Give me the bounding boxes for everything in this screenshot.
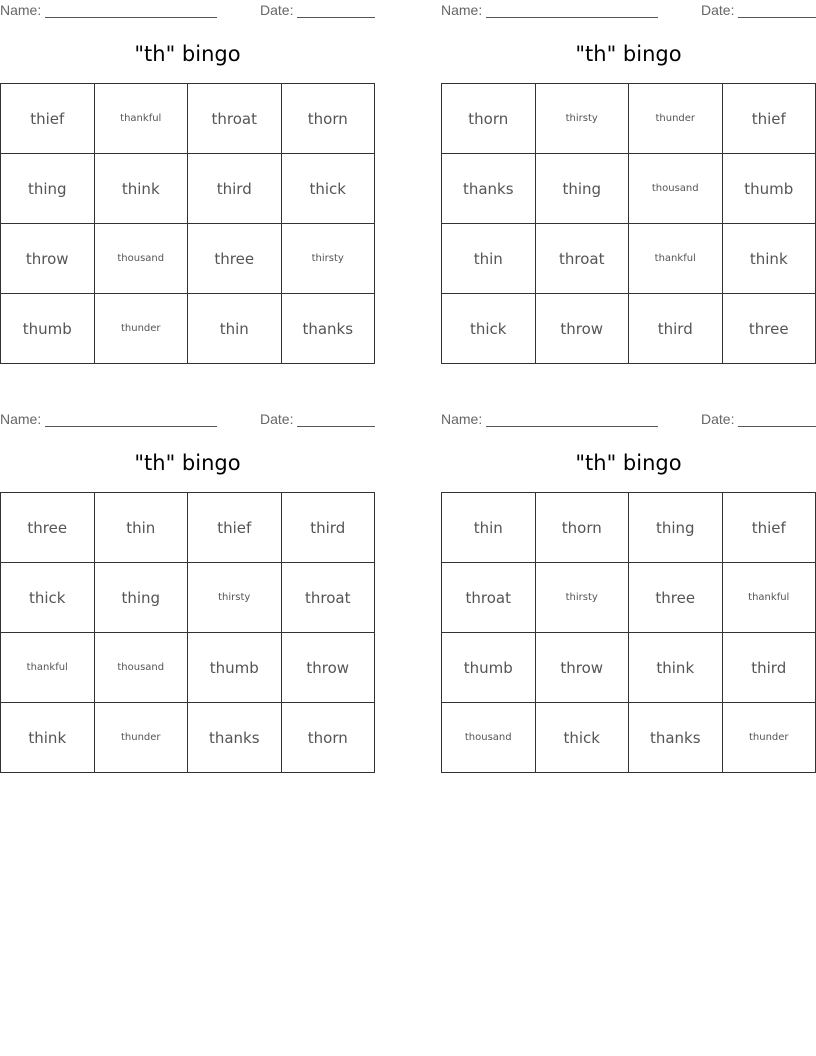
bingo-cell[interactable]: throw: [1, 224, 95, 294]
bingo-cell[interactable]: thanks: [281, 294, 375, 364]
bingo-row: [442, 84, 816, 154]
date-label: Date:: [260, 411, 294, 427]
name-label: Name:: [441, 411, 483, 427]
bingo-row: [442, 563, 816, 633]
bingo-cell[interactable]: third: [188, 154, 282, 224]
bingo-cell[interactable]: thief: [722, 84, 816, 154]
bingo-cell[interactable]: thanks: [629, 703, 723, 773]
bingo-cell[interactable]: thumb: [1, 294, 95, 364]
bingo-row: [442, 633, 816, 703]
bingo-row: [1, 84, 375, 154]
bingo-cell[interactable]: thin: [188, 294, 282, 364]
bingo-cell[interactable]: thief: [188, 493, 282, 563]
bingo-grid: [441, 492, 816, 773]
bingo-cell[interactable]: thumb: [722, 154, 816, 224]
bingo-cell[interactable]: thorn: [281, 84, 375, 154]
bingo-row: [1, 294, 375, 364]
date-field-line[interactable]: [738, 426, 816, 427]
name-date-header: [441, 2, 816, 20]
card-title: "th" bingo: [575, 42, 682, 66]
bingo-cell[interactable]: thick: [442, 294, 536, 364]
date-label: Date:: [701, 2, 735, 18]
date-field-line[interactable]: [297, 426, 375, 427]
date-label: Date:: [260, 2, 294, 18]
name-field-line[interactable]: [45, 426, 217, 427]
bingo-cell[interactable]: thanks: [442, 154, 536, 224]
bingo-cell[interactable]: throw: [535, 633, 629, 703]
bingo-cell[interactable]: third: [722, 633, 816, 703]
bingo-cell[interactable]: thunder: [722, 703, 816, 773]
name-field-line[interactable]: [486, 17, 658, 18]
bingo-cell[interactable]: three: [188, 224, 282, 294]
bingo-cell[interactable]: thick: [1, 563, 95, 633]
bingo-cell[interactable]: thousand: [442, 703, 536, 773]
bingo-cell[interactable]: third: [281, 493, 375, 563]
bingo-grid: [0, 492, 375, 773]
name-label: Name:: [0, 2, 42, 18]
bingo-cell[interactable]: thirsty: [281, 224, 375, 294]
bingo-cell[interactable]: thorn: [442, 84, 536, 154]
bingo-cell[interactable]: thirsty: [188, 563, 282, 633]
bingo-cell[interactable]: three: [629, 563, 723, 633]
bingo-cell[interactable]: throat: [535, 224, 629, 294]
bingo-cell[interactable]: thankful: [629, 224, 723, 294]
bingo-cell[interactable]: thirsty: [535, 563, 629, 633]
bingo-cell[interactable]: thousand: [94, 224, 188, 294]
bingo-row: [1, 703, 375, 773]
name-label: Name:: [441, 2, 483, 18]
bingo-cell[interactable]: thankful: [1, 633, 95, 703]
bingo-cell[interactable]: thumb: [188, 633, 282, 703]
date-label: Date:: [701, 411, 735, 427]
card-title: "th" bingo: [134, 451, 241, 475]
card-title: "th" bingo: [134, 42, 241, 66]
bingo-grid: [0, 83, 375, 364]
name-date-header: [0, 411, 375, 429]
bingo-cell[interactable]: thief: [1, 84, 95, 154]
bingo-cell[interactable]: thousand: [94, 633, 188, 703]
bingo-row: [442, 493, 816, 563]
name-date-header: [0, 2, 375, 20]
bingo-cell[interactable]: three: [1, 493, 95, 563]
bingo-cell[interactable]: thankful: [94, 84, 188, 154]
bingo-cell[interactable]: thing: [535, 154, 629, 224]
bingo-cell[interactable]: thunder: [94, 294, 188, 364]
bingo-cell[interactable]: throw: [281, 633, 375, 703]
bingo-cell[interactable]: thing: [1, 154, 95, 224]
name-label: Name:: [0, 411, 42, 427]
bingo-cell[interactable]: thin: [94, 493, 188, 563]
card-title: "th" bingo: [575, 451, 682, 475]
bingo-cell[interactable]: thick: [281, 154, 375, 224]
bingo-cell[interactable]: thing: [629, 493, 723, 563]
bingo-cell[interactable]: think: [629, 633, 723, 703]
bingo-row: [442, 703, 816, 773]
date-field-line[interactable]: [738, 17, 816, 18]
bingo-cell[interactable]: throat: [281, 563, 375, 633]
bingo-row: [442, 294, 816, 364]
bingo-cell[interactable]: thunder: [629, 84, 723, 154]
bingo-cell[interactable]: thirsty: [535, 84, 629, 154]
bingo-row: [442, 224, 816, 294]
bingo-cell[interactable]: thunder: [94, 703, 188, 773]
bingo-cell[interactable]: thumb: [442, 633, 536, 703]
bingo-cell[interactable]: thankful: [722, 563, 816, 633]
name-field-line[interactable]: [486, 426, 658, 427]
bingo-cell[interactable]: thing: [94, 563, 188, 633]
bingo-cell[interactable]: throat: [188, 84, 282, 154]
bingo-cell[interactable]: think: [1, 703, 95, 773]
bingo-cell[interactable]: thorn: [281, 703, 375, 773]
bingo-cell[interactable]: third: [629, 294, 723, 364]
date-field-line[interactable]: [297, 17, 375, 18]
bingo-grid: [441, 83, 816, 364]
bingo-row: [1, 633, 375, 703]
name-field-line[interactable]: [45, 17, 217, 18]
bingo-row: [1, 493, 375, 563]
bingo-cell[interactable]: thief: [722, 493, 816, 563]
bingo-row: [1, 563, 375, 633]
bingo-row: [442, 154, 816, 224]
bingo-cell[interactable]: thick: [535, 703, 629, 773]
bingo-cell[interactable]: thin: [442, 493, 536, 563]
bingo-cell[interactable]: three: [722, 294, 816, 364]
bingo-row: [1, 154, 375, 224]
name-date-header: [441, 411, 816, 429]
bingo-row: [1, 224, 375, 294]
bingo-cell[interactable]: thin: [442, 224, 536, 294]
bingo-cell[interactable]: thousand: [629, 154, 723, 224]
bingo-cell[interactable]: throw: [535, 294, 629, 364]
bingo-cell[interactable]: throat: [442, 563, 536, 633]
bingo-cell[interactable]: thorn: [535, 493, 629, 563]
bingo-cell[interactable]: think: [94, 154, 188, 224]
bingo-cell[interactable]: think: [722, 224, 816, 294]
bingo-cell[interactable]: thanks: [188, 703, 282, 773]
